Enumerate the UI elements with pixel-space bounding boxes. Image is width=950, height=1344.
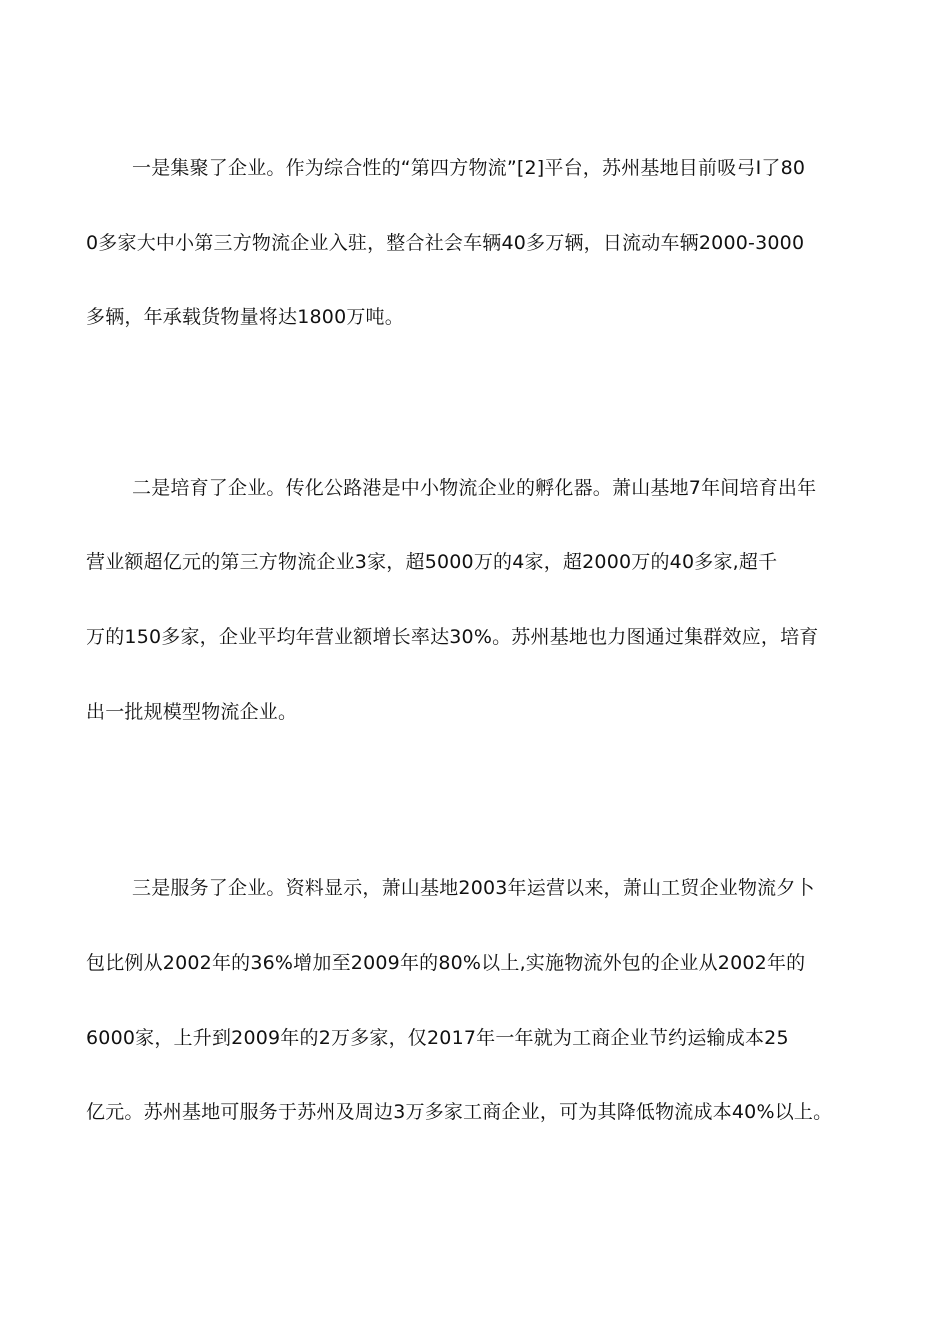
paragraph-2-line-4: 出一批规模型物流企业。 [86,701,298,723]
paragraph-3-line-4: 亿元。苏州基地可服务于苏州及周边3万多家工商企业，可为其降低物流成本40%以上。 [86,1101,833,1123]
paragraph-2-line-3: 万的150多家，企业平均年营业额增长率达30%。苏州基地也力图通过集群效应，培育 [86,626,819,648]
paragraph-3-line-1: 三是服务了企业。资料显示，萧山基地2003年运营以来，萧山工贸企业物流夕卜 [132,877,815,899]
paragraph-3-line-2: 包比例从2002年的36%增加至2009年的80%以上,实施物流外包的企业从2002年的 [86,952,806,974]
paragraph-3-line-3: 6000家，上升到2009年的2万多家，仅2017年一年就为工商企业节约运输成本25 [86,1027,789,1049]
paragraph-1-line-1: 一是集聚了企业。作为综合性的“第四方物流”[2]平台，苏州基地目前吸弓I了80 [132,157,806,179]
paragraph-2-line-2: 营业额超亿元的第三方物流企业3家，超5000万的4家，超2000万的40多家,超千 [86,551,778,573]
paragraph-1-line-3: 多辆，年承载货物量将达1800万吨。 [86,306,404,328]
paragraph-1-line-2: 0多家大中小第三方物流企业入驻，整合社会车辆40多万辆，日流动车辆2000-3000 [86,232,805,254]
paragraph-2-line-1: 二是培育了企业。传化公路港是中小物流企业的孵化器。萧山基地7年间培育出年 [132,477,817,499]
